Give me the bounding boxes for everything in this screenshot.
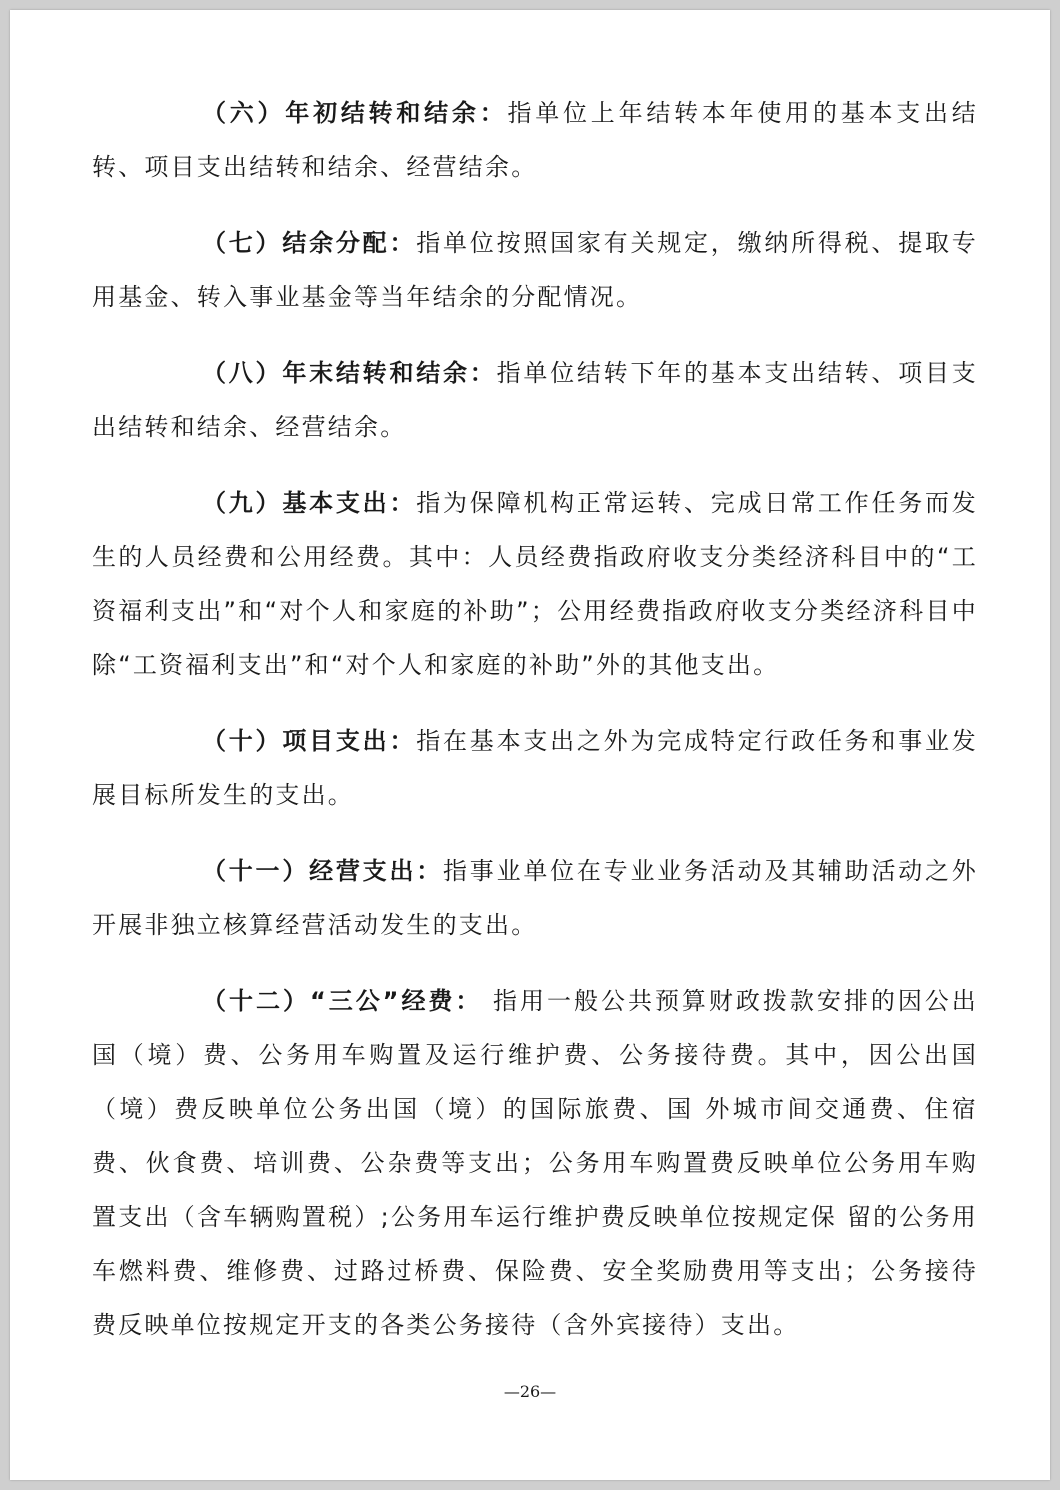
page-content bbox=[92, 86, 978, 1374]
paragraph-body: 指在基本支出之外为完成特定行政任务和事业发展目标所发生的支出。 bbox=[92, 727, 978, 809]
paragraph-body: 指单位结转下年的基本支出结转、项目支出结转和结余、经营结余。 bbox=[92, 359, 978, 441]
document-page bbox=[10, 10, 1050, 1480]
paragraph-heading: （七）结余分配： bbox=[202, 229, 417, 257]
paragraph-body: 指为保障机构正常运转、完成日常工作任务而发生的人员经费和公用经费。其中：人员经费指政府收支分类经济科目中的“工资福利支出”和“对个人和家庭的补助”；公用经费指政府收支分类经济科目中除“工资福利支出”和“对个人和家庭的补助”外的其他支出。 bbox=[92, 489, 978, 679]
paragraph-heading: （八）年末结转和结余： bbox=[202, 359, 497, 387]
paragraph-body: 指用一般公共预算财政拨款安排的因公出国（境）费、公务用车购置及运行维护费、公务接待费。其中，因公出国（境）费反映单位公务出国（境）的国际旅费、国 外城市间交通费、住宿费、伙食费、培训费、公杂费等支出；公务用车购置费反映单位公务用车购置支出（含车辆购置税）;公务用车运行维护费反映单位按规定保 留的公务用车燃料费、维修费、过路过桥费、保险费、安全奖励费用等支出；公务接待费反映单位按规定开支的各类公务接待（含外宾接待）支出。 bbox=[92, 987, 978, 1339]
paragraph-heading: （十二）“三公”经费： bbox=[202, 987, 483, 1015]
paragraph-heading: （十一）经营支出： bbox=[202, 857, 444, 885]
paragraph-8 bbox=[92, 346, 978, 454]
paragraph-heading: （九）基本支出： bbox=[202, 489, 417, 517]
paragraph-heading: （六）年初结转和结余： bbox=[202, 99, 508, 127]
paragraph-12 bbox=[92, 974, 978, 1352]
paragraph-10 bbox=[92, 714, 978, 822]
paragraph-6 bbox=[92, 86, 978, 194]
paragraph-heading: （十）项目支出： bbox=[202, 727, 417, 755]
paragraph-body: 指单位按照国家有关规定，缴纳所得税、提取专用基金、转入事业基金等当年结余的分配情况。 bbox=[92, 229, 978, 311]
paragraph-9 bbox=[92, 476, 978, 692]
paragraph-body: 指事业单位在专业业务活动及其辅助活动之外开展非独立核算经营活动发生的支出。 bbox=[92, 857, 978, 939]
paragraph-body: 指单位上年结转本年使用的基本支出结转、项目支出结转和结余、经营结余。 bbox=[92, 99, 979, 181]
paragraph-11 bbox=[92, 844, 978, 952]
paragraph-7 bbox=[92, 216, 978, 324]
page-number: —26— bbox=[503, 1382, 557, 1401]
